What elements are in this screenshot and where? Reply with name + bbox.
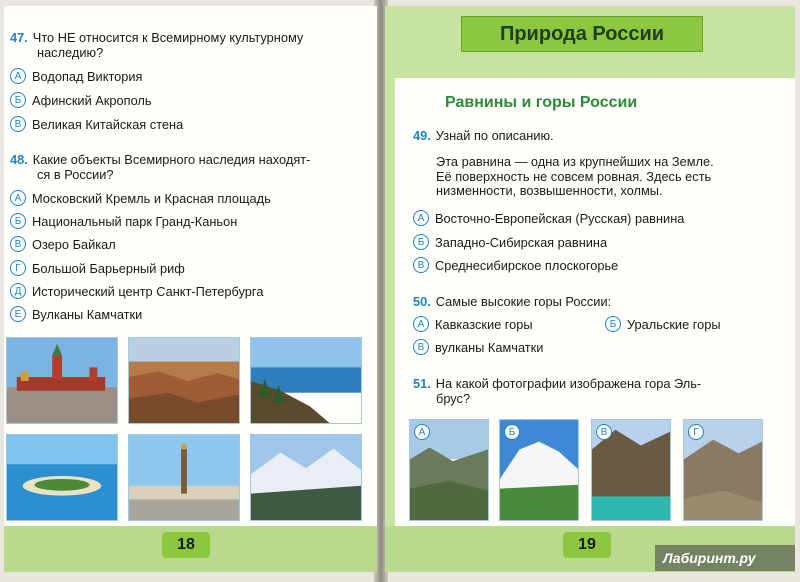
question-text-cont: наследию? (37, 45, 104, 60)
section-subtitle: Равнины и горы России (445, 94, 638, 111)
question-49 (413, 128, 789, 143)
question-number: 49. (413, 128, 431, 143)
side-accent (385, 78, 395, 526)
photo-mark: А (414, 424, 430, 440)
option-mark: Б (10, 213, 26, 229)
photo-option-c[interactable] (591, 419, 671, 521)
question-text-cont: брус? (436, 391, 471, 406)
option-label: Большой Барьерный риф (32, 260, 185, 276)
option-label: Западно-Сибирская равнина (435, 234, 608, 250)
question-text: Что НЕ относится к Всемирному культурному (32, 30, 304, 45)
photo-saint-petersburg (128, 434, 240, 521)
option-label: Вулканы Камчатки (32, 306, 143, 322)
option-mark: Е (10, 306, 26, 322)
question-number: 51. (413, 376, 431, 391)
option-mark: Б (413, 234, 429, 250)
photo-mark: Б (504, 424, 520, 440)
option-label: Водопад Виктория (32, 68, 143, 84)
description-line: низменности, возвышенности, холмы. (436, 183, 663, 198)
photo-reef (6, 434, 118, 521)
option-50-c[interactable] (413, 339, 543, 355)
photo-grand-canyon (128, 337, 240, 424)
option-49-b[interactable] (413, 234, 607, 250)
question-text-cont: ся в России? (37, 167, 114, 182)
option-47-a[interactable] (10, 68, 142, 84)
photo-mark: В (596, 424, 612, 440)
option-mark: Б (10, 92, 26, 108)
option-47-c[interactable] (10, 116, 183, 132)
option-mark: А (10, 68, 26, 84)
photo-option-d[interactable] (683, 419, 763, 521)
option-label: Кавказские горы (435, 316, 533, 332)
option-48-c[interactable] (10, 236, 116, 252)
option-label: Исторический центр Санкт-Петербурга (32, 283, 264, 299)
question-51 (413, 376, 789, 406)
option-label: Национальный парк Гранд-Каньон (32, 213, 238, 229)
question-text: Самые высокие горы России: (435, 294, 612, 309)
option-label: Афинский Акрополь (32, 92, 152, 108)
option-mark: Д (10, 283, 26, 299)
option-47-b[interactable] (10, 92, 152, 108)
option-label: Озеро Байкал (32, 236, 116, 252)
option-label: вулканы Камчатки (435, 339, 544, 355)
option-48-e[interactable] (10, 283, 263, 299)
option-48-b[interactable] (10, 213, 237, 229)
option-mark: В (10, 236, 26, 252)
option-label: Великая Китайская стена (32, 116, 184, 132)
photo-kremlin (6, 337, 118, 424)
photo-baikal (250, 337, 362, 424)
option-mark: В (413, 257, 429, 273)
left-page (4, 6, 377, 572)
right-page (385, 6, 795, 572)
option-mark: Б (605, 316, 621, 332)
option-50-a[interactable] (413, 316, 533, 332)
question-text: Узнай по описанию. (435, 128, 554, 143)
option-mark: А (413, 210, 429, 226)
question-text: На какой фотографии изображена гора Эль- (435, 376, 702, 391)
option-label: Восточно-Европейская (Русская) равнина (435, 210, 685, 226)
option-49-a[interactable] (413, 210, 684, 226)
photo-mark: Г (688, 424, 704, 440)
option-49-c[interactable] (413, 257, 618, 273)
option-mark: В (413, 339, 429, 355)
question-number: 48. (10, 152, 28, 167)
option-mark: А (413, 316, 429, 332)
watermark-logo: Лабиринт.ру (655, 545, 795, 571)
option-50-b[interactable] (605, 316, 721, 332)
question-50 (413, 294, 789, 309)
option-mark: А (10, 190, 26, 206)
page-number: 18 (162, 532, 210, 558)
question-48 (10, 152, 370, 182)
option-48-f[interactable] (10, 306, 142, 322)
option-mark: В (10, 116, 26, 132)
photo-option-b[interactable] (499, 419, 579, 521)
option-48-a[interactable] (10, 190, 271, 206)
page-number: 19 (563, 532, 611, 558)
option-label: Среднесибирское плоскогорье (435, 257, 619, 273)
option-label: Уральские горы (627, 316, 721, 332)
option-mark: Г (10, 260, 26, 276)
page-title: Природа России (461, 16, 703, 52)
photo-kamchatka (250, 434, 362, 521)
photo-option-a[interactable] (409, 419, 489, 521)
question-number: 50. (413, 294, 431, 309)
option-label: Московский Кремль и Красная площадь (32, 190, 271, 206)
question-47 (10, 30, 370, 60)
description-line: Эта равнина — одна из крупнейших на Земле. (436, 154, 714, 169)
question-number: 47. (10, 30, 28, 45)
left-footer (4, 526, 377, 572)
description-line: Её поверхность не совсем ровная. Здесь есть (436, 168, 712, 184)
question-text: Какие объекты Всемирного наследия находят- (32, 152, 311, 167)
option-48-d[interactable] (10, 260, 185, 276)
description-49 (436, 155, 786, 199)
